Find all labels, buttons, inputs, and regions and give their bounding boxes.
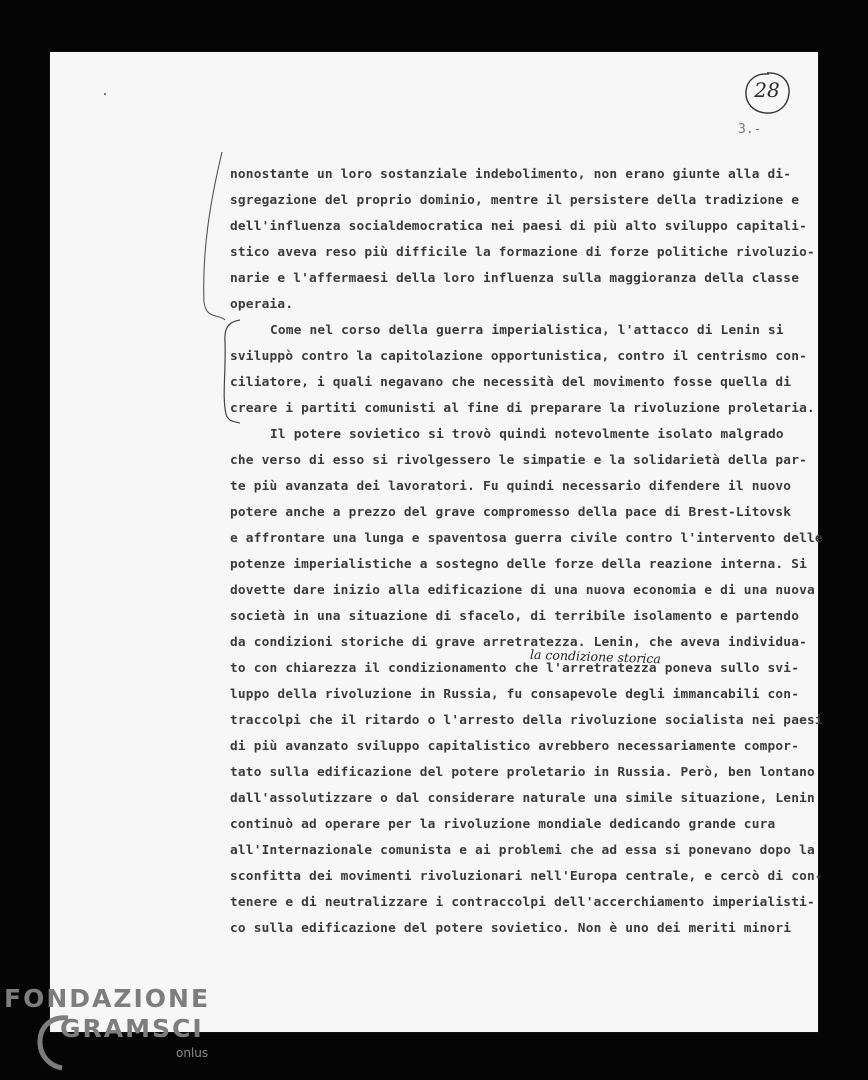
text-line: to con chiarezza il condizionamento che l'arretratezza poneva sullo svi- (230, 661, 800, 676)
text-line: dell'influenza socialdemocratica nei paesi di più alto sviluppo capitali- (230, 219, 808, 234)
text-line: sconfitta dei movimenti rivoluzionari nell'Europa centrale, e cercò di con- (230, 869, 823, 884)
text-line: sgregazione del proprio dominio, mentre il persistere della tradizione e (230, 193, 800, 208)
text-line: creare i partiti comunisti al fine di preparare la rivoluzione proletaria. (230, 401, 815, 416)
archive-number-stamp (742, 70, 792, 116)
text-line: sviluppò contro la capitolazione opportunistica, contro il centrismo con- (230, 349, 808, 364)
text-line: narie e l'affermaesi della loro influenza sulla maggioranza della classe (230, 271, 800, 286)
text-line: Come nel corso della guerra imperialistica, l'attacco di Lenin si (270, 323, 784, 338)
typed-text-body (230, 162, 823, 942)
text-line: tenere e di neutralizzare i contraccolpi dell'accerchiamento imperialisti- (230, 895, 815, 910)
text-line: e affrontare una lunga e spaventosa guerra civile contro l'intervento delle (230, 531, 823, 546)
text-line: ciliatore, i quali negavano che necessità del movimento fosse quella di (230, 375, 792, 390)
page-number: 3.- (738, 122, 762, 137)
text-line: dovette dare inizio alla edificazione di una nuova economia e di una nuova (230, 583, 815, 598)
handwritten-annotation: la condizione storica (529, 646, 662, 667)
text-line: potenze imperialistiche a sostegno delle forze della reazione interna. Si (230, 557, 808, 572)
watermark-line-2: GRAMSCI (60, 1014, 204, 1043)
watermark-line-3: onlus (176, 1046, 209, 1060)
text-line: luppo della rivoluzione in Russia, fu consapevole degli immancabili con- (230, 687, 800, 702)
watermark-line-1: FONDAZIONE (4, 984, 211, 1013)
text-line: società in una situazione di sfacelo, di terribile isolamento e partendo (230, 609, 800, 624)
text-line: te più avanzata dei lavoratori. Fu quindi necessario difendere il nuovo (230, 479, 792, 494)
text-line: tato sulla edificazione del potere proletario in Russia. Però, ben lontano (230, 765, 815, 780)
margin-bracket-mark (50, 52, 250, 492)
text-line: da condizioni storiche di grave arretratezza. Lenin, che aveva individua- (230, 635, 808, 650)
text-line: nonostante un loro sostanziale indebolimento, non erano giunte alla di- (230, 167, 792, 182)
text-line: di più avanzato sviluppo capitalistico avrebbero necessariamente compor- (230, 739, 800, 754)
fondazione-gramsci-watermark (4, 984, 224, 1074)
text-line: che verso di esso si rivolgessero le simpatie e la solidarietà della par- (230, 453, 808, 468)
text-line: operaia. (230, 297, 294, 312)
document-page (50, 52, 823, 1032)
text-line: traccolpi che il ritardo o l'arresto della rivoluzione socialista nei paesi (230, 713, 823, 728)
text-line: co sulla edificazione del potere sovietico. Non è uno dei meriti minori (230, 921, 792, 936)
text-line: potere anche a prezzo del grave compromesso della pace di Brest-Litovsk (230, 505, 792, 520)
text-line: stico aveva reso più difficile la formazione di forze politiche rivoluzio- (230, 245, 815, 260)
text-line: continuò ad operare per la rivoluzione mondiale dedicando grande cura (230, 817, 776, 832)
archive-number: 28 (754, 78, 780, 102)
text-line: dall'assolutizzare o dal considerare naturale una simile situazione, Lenin (230, 791, 815, 806)
text-line: Il potere sovietico si trovò quindi notevolmente isolato malgrado (270, 427, 784, 442)
text-line: all'Internazionale comunista e ai problemi che ad essa si ponevano dopo la (230, 843, 815, 858)
